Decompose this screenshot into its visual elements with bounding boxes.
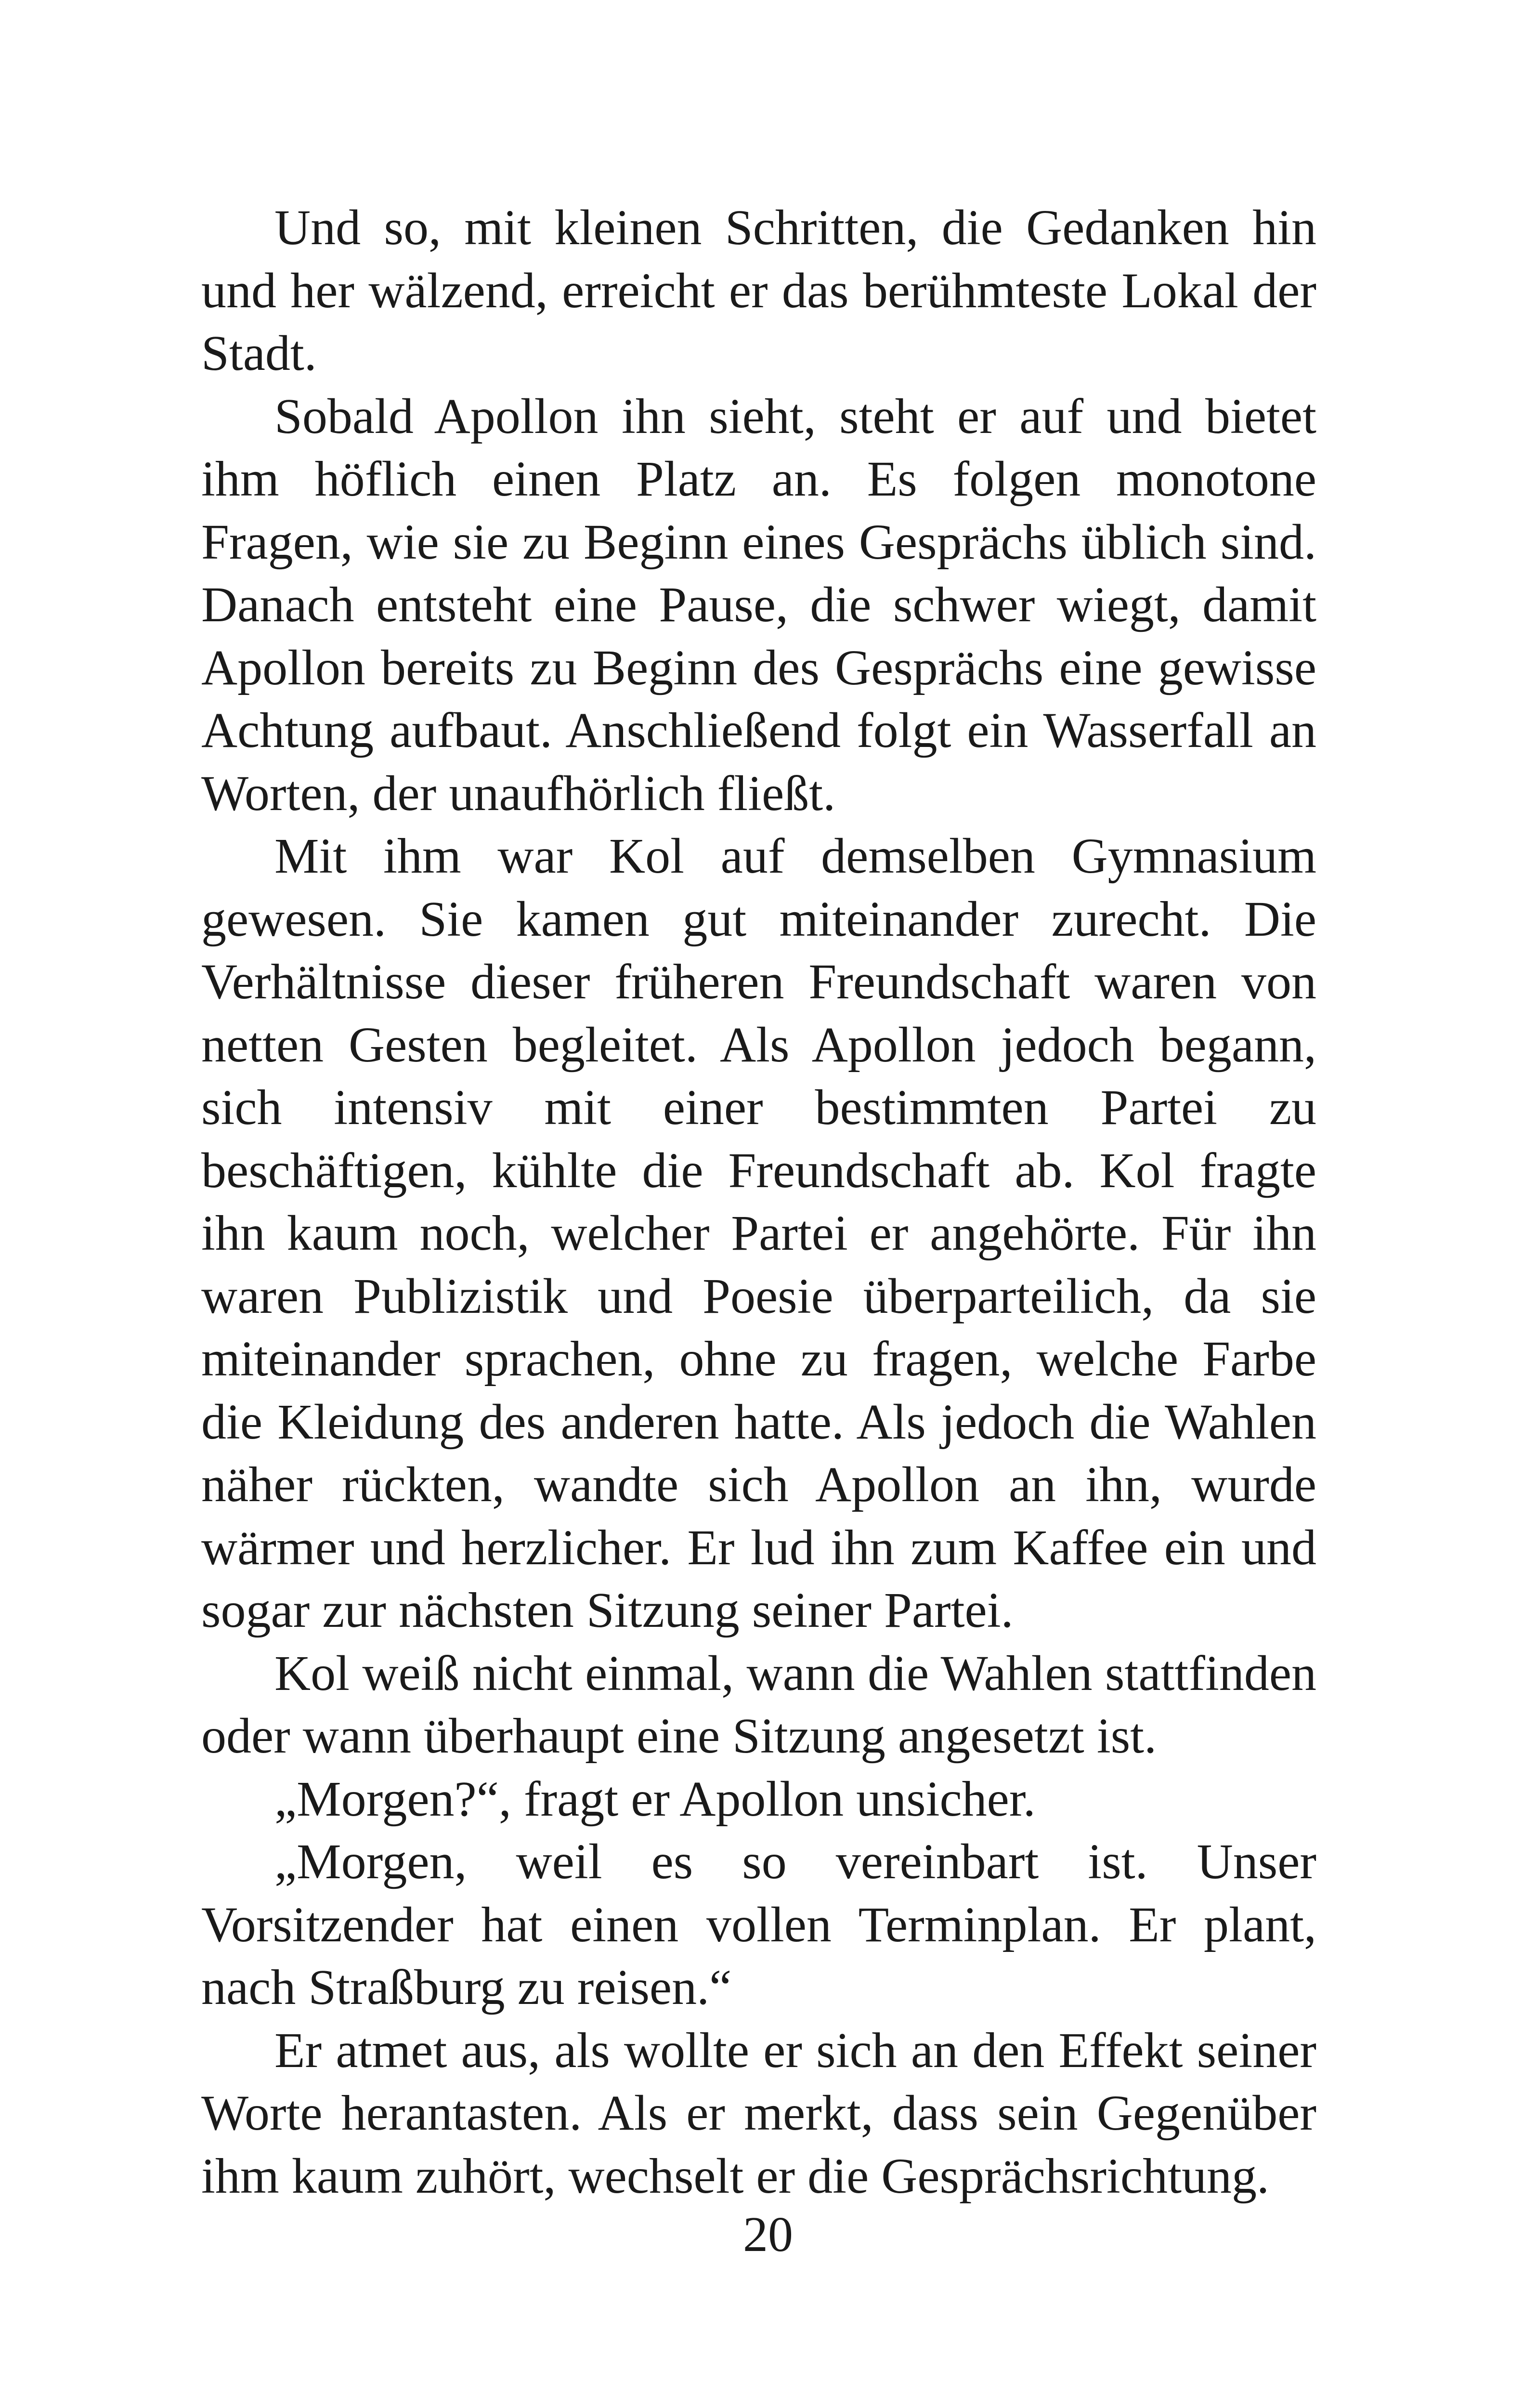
paragraph: Und so, mit kleinen Schritten, die Gedanken hin und her wälzend, erreicht er das berühmteste Lokal der Stadt. xyxy=(201,200,1316,381)
page-number: 20 xyxy=(743,2207,793,2262)
paragraph: „Morgen, weil es so vereinbart ist. Unser Vorsitzender hat einen vollen Terminplan. Er plant, nach Straßburg zu reisen.“ xyxy=(201,1834,1316,2015)
body-text xyxy=(201,196,1316,2208)
paragraph: „Morgen?“, fragt er Apollon unsicher. xyxy=(274,1771,1036,1827)
paragraph: Er atmet aus, als wollte er sich an den Effekt seiner Worte herantasten. Als er merkt, dass sein Gegenüber ihm kaum zuhört, wechselt er die Gesprächsrichtung. xyxy=(201,2022,1316,2204)
paragraph: Sobald Apollon ihn sieht, steht er auf und bietet ihm höflich einen Platz an. Es folgen monotone Fragen, wie sie zu Beginn eines Gesprächs üblich sind. Danach entsteht eine Pause, die schwer wiegt, damit Apollon bereits zu Beginn des Gesprächs eine gewisse Achtung aufbaut. Anschließend folgt ein Wasserfall an Worten, der unaufhörlich fließt. xyxy=(201,388,1316,821)
paragraph: Mit ihm war Kol auf demselben Gymnasium gewesen. Sie kamen gut miteinander zurecht. Die Verhältnisse dieser früheren Freundschaft waren von netten Gesten begleitet. Als Apollon jedoch begann, sich intensiv mit einer bestimmten Partei zu beschäftigen, kühlte die Freundschaft ab. Kol fragte ihn kaum noch, welcher Partei er angehörte. Für ihn waren Publizistik und Poesie überparteilich, da sie miteinander sprachen, ohne zu fragen, welche Farbe die Kleidung des anderen hatte. Als jedoch die Wahlen näher rückten, wandte sich Apollon an ihn, wurde wärmer und herzlicher. Er lud ihn zum Kaffee ein und sogar zur nächsten Sitzung seiner Partei. xyxy=(201,828,1316,1638)
paragraph: Kol weiß nicht einmal, wann die Wahlen stattfinden oder wann überhaupt eine Sitzung angesetzt ist. xyxy=(201,1645,1316,1764)
